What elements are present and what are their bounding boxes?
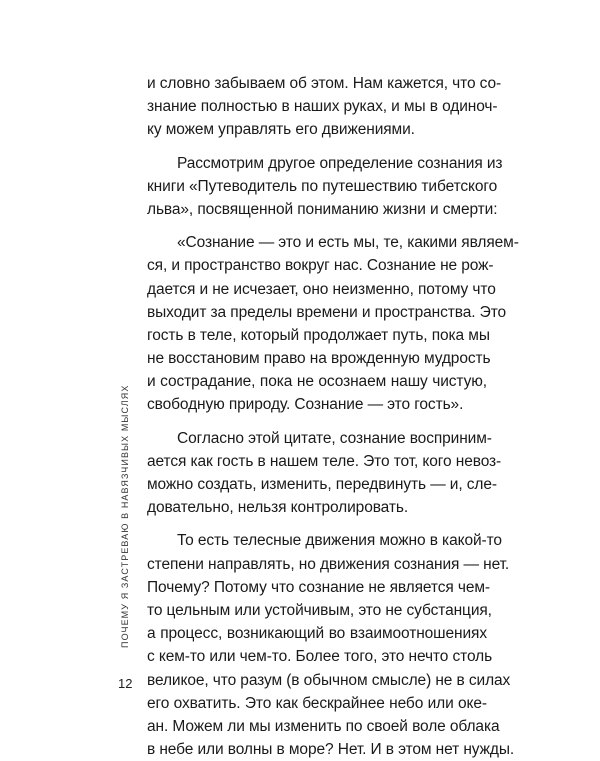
text-line: знание полностью в наших руках, и мы в одиноч- [147,98,498,116]
page-number: 12 [118,676,133,691]
text-line: и словно забываем об этом. Нам кажется, что со- [147,75,502,92]
text-line: «Сознание — это и есть мы, те, какими являем- [177,234,519,252]
text-line: гость в теле, который продолжает путь, пока мы [147,326,490,344]
text-line: его охватить. Это как бескрайнее небо или оке- [147,694,487,712]
text-line: в небе или волны в море? Нет. И в этом нет нужды. [147,741,515,759]
paragraph-gap [147,221,487,231]
paragraph-gap [147,142,487,152]
paragraph-gap [147,417,487,427]
text-line: льва», посвященной пониманию жизни и смерти: [147,200,498,218]
running-head: ПОЧЕМУ Я ЗАСТРЕВАЮ В НАВЯЗЧИВЫХ МЫСЛЯХ [120,384,130,648]
paragraph [147,231,519,417]
paragraph [147,529,515,761]
text-line: книги «Путеводитель по путешествию тибетского [147,177,498,195]
text-line: свободную природу. Сознание — это гость». [147,396,464,414]
text-line: ся, и пространство вокруг нас. Сознание не рож- [147,257,494,275]
text-line: можно создать, изменить, передвинуть — и, сле- [147,476,497,493]
text-line: с кем-то или чем-то. Более того, это нечто столь [147,648,493,666]
paragraph [147,72,502,142]
text-line: не восстановим право на врожденную мудрость [147,350,491,368]
text-line: то цельным или устойчивым, это не субстанция, [147,601,492,619]
text-line: Почему? Потому что сознание не является чем- [147,578,490,596]
text-line: а процесс, возникающий во взаимоотношениях [147,625,487,643]
text-line: дается и не исчезает, оно неизменно, потому что [147,280,496,298]
text-line: ку можем управлять его движениями. [147,121,415,139]
text-line: довательно, нельзя контролировать. [147,499,409,517]
paragraph-gap [147,519,487,529]
text-line: ается как гость в нашем теле. Это тот, кого невоз- [147,452,502,470]
text-line: То есть телесные движения можно в какой-то [177,532,502,550]
paragraph [147,427,502,520]
text-line: великое, что разум (в обычном смысле) не в силах [147,671,511,689]
text-line: Рассмотрим другое определение сознания из [177,154,503,172]
text-line: ан. Можем ли мы изменить по своей воле облака [147,717,500,735]
body-text [147,72,519,761]
text-line: степени направлять, но движения сознания — нет. [147,555,510,573]
text-line: выходит за пределы времени и пространства. Это [147,303,507,321]
text-line: и сострадание, пока не осознаем нашу чистую, [147,373,487,391]
paragraph [147,152,503,222]
text-line: Согласно этой цитате, сознание восприним- [177,429,492,447]
